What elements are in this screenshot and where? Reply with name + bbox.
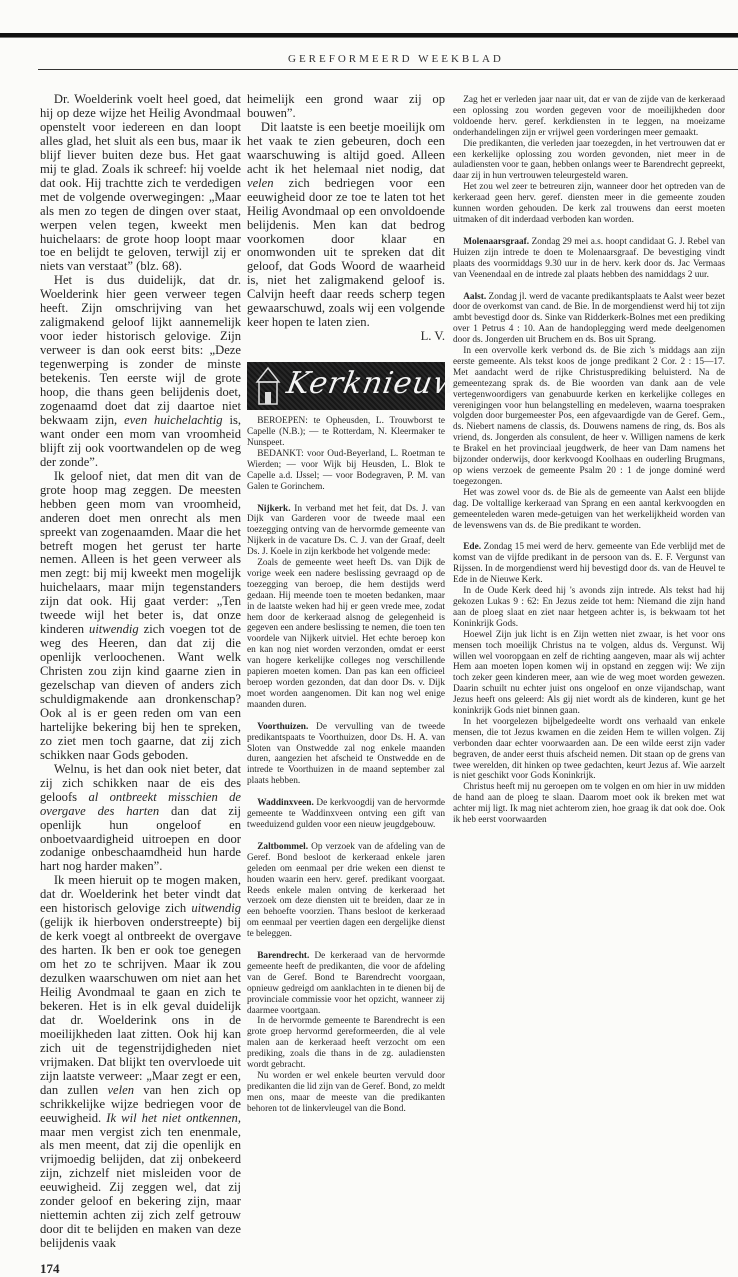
place-heading: Zaltbommel. [257, 841, 309, 852]
paragraph [40, 874, 241, 1251]
text-run: Op verzoek van de afdeling van de Geref. Bond besloot de kerkeraad enkele jaren geleden om eenmaal per drie weken een dienst te houden waarin een herv. geref. predikant voorgaat. Reeds enkele malen ontving de kerkeraad het verzoek om deze diensten uit te breiden, daar ze in een behoefte voorzien. Thans besloot de kerkeraad om eenmaal per veertien dagen een dergelijke dienst te beleggen. [247, 841, 445, 940]
church-tower-icon [251, 366, 285, 408]
paragraph [247, 449, 445, 493]
text-run: In de Oude Kerk deed hij 's avonds zijn intrede. Als tekst had hij gekozen Lukas 9 : 62: En Jezus zeide tot hem: Niemand die zijn hand aan de ploeg slaat en ziet naar hetgeen achter is, is bekwaam tot het Koninkrijk Gods. [453, 586, 725, 629]
paragraph [247, 121, 445, 330]
text-run: Dr. Woelderink voelt heel goed, dat hij op deze wijze het Heilig Avondmaal openstelt voor iedereen en dan loopt alles glad, het sluit als een bus, maar ik blijf liever buiten deze bus. Het gaat mij te glad. Zoals ik schreef: hij voelde dat ook. Hij trachtte zich te verdedigen met de volgende overwegingen: „Maar als men zo tegen de dingen over staat, werpen velen tegen, kweekt men huichelaars: de grote hoop loopt maar toe en belijdt te geloven, terwijl zij er niets van verstaat” (blz. 68). [40, 92, 241, 274]
text-run: Zondag jl. werd de vacante predikantsplaats te Aalst weer bezet door de overkomst van cand. de Bie. In de morgendienst werd hij tot zijn ambt bevestigd door ds. Sinke van Ridderkerk-Bolnes met een prediking over 1 Petrus 4 : 10. Aan de handoplegging werd mede deelgenomen door ds. Jongerden uit Bruchem en ds. Bos uit Sprang. [453, 291, 725, 346]
emphasis-text: even huichelachtig [124, 412, 223, 427]
paragraph [247, 798, 445, 831]
text-run: Het is dus duidelijk, dat dr. Woelderink hier geen verweer tegen heeft. Zijn omschrijving van het zaligmakend geloof lijkt aannemelijk voor ieder historisch gelovige. Zijn verweer is dan ook eerst bits: „Deze tegenwerping is zonder de minste betekenis. Ten eerste wijl de grote hoop, die thans geen belijdenis doet, zogenaamd doet dat zij daartoe niet bekwaam zijn, [40, 273, 241, 427]
emphasis-text: velen [107, 1082, 135, 1097]
paragraph [453, 542, 725, 586]
paragraph [453, 292, 725, 347]
paragraph [40, 470, 241, 763]
paragraph [247, 1016, 445, 1071]
text-run: BEROEPEN: te Opheusden, L. Trouwborst te Capelle (N.B.); — te Rotterdam, N. Kleermaker te Nunspeet. [247, 416, 445, 448]
emphasis-text: al ontbreekt misschien de overgave des harten [40, 789, 241, 818]
text-run: De kerkeraad van de hervormde gemeente heeft de predikanten, die voor de afdeling van de Geref. Bond te Barendrecht voorgaan, opnieuw gedreigd om aanklachten in te dienen bij de provinciale commissie voor het opzicht, wanneer zij daarmee voortgaan. [247, 951, 445, 1016]
paragraph [247, 842, 445, 940]
text-run: Het was zowel voor ds. de Bie als de gemeente van Aalst een blijde dag. De voltallige kerkeraad van Sprang en een aantal kerkvoogden en gemeenteleden waren mede-getuigen van het werkelijkheid worden van de levenswens van ds. de Bie predikant te worden. [453, 487, 725, 531]
text-run: L. V. [420, 329, 445, 344]
place-heading: Voorthuizen. [257, 721, 309, 732]
header-rule [38, 69, 738, 70]
column-2-church-news [247, 416, 445, 1114]
paragraph [247, 1071, 445, 1115]
kerknieuws-banner [247, 362, 480, 410]
emphasis-text: velen [247, 175, 274, 190]
paragraph [40, 763, 241, 875]
text-run: De vervulling van de tweede predikantspaats te Voorthuizen, door Ds. H. A. van Sloten van Onstwedde zal nog enkele maanden duren, aangezien het afscheid te Onstwedde en de intrede te Voorthuizen in de maand september zal plaats hebben. [247, 721, 445, 787]
place-heading: Molenaarsgraaf. [463, 236, 530, 247]
paragraph [247, 416, 445, 449]
paragraph [453, 782, 725, 826]
paragraph [247, 93, 445, 121]
text-run: Dit laatste is een beetje moeilijk om het vaak te zien gebeuren, doch een waarschuwing is altijd goed. Alleen acht ik het helemaal niet nodig, dat [247, 119, 445, 176]
paragraph [453, 95, 725, 139]
text-run: dan dat zij openlijk hun ongeloof en onboetvaardigheid uitroepen en door zodanige onbeschaamdheid hun harde hart nog harder maken”. [40, 803, 241, 874]
text-run: heimelijk een grond waar zij op bouwen”. [247, 92, 445, 120]
text-run: maar men vergist zich ten enenmale, als men meent, dat zij die openlijk en vrijmoedig belijden, dat zij onbekeerd zijn, zichzelf niet misleiden voor de eeuwigheid. Zij zeggen wel, dat zij zonder geloof en bekering zijn, maar niettemin achten zij zich zelf getrouw door dit te belijden en maken van deze belijdenis vaak [40, 1124, 241, 1251]
text-run: zich bedriegen voor een eeuwigheid door ze toe te laten tot het Heilig Avondmaal op een onvoldoende belijdenis. Men kan dat bedrog voorkomen door klaar en onomwonden uit te spreken dat dit geloof, dat Gods Woord de waarheid is, niet het zaligmakend geloof is. Calvijn heeft daar reeds scherp tegen gewaarschuwd, zoals wij een volgende keer hopen te laten zien. [247, 175, 445, 330]
place-heading: Waddinxveen. [257, 798, 314, 809]
text-run: Het zou wel zeer te betreuren zijn, wanneer door het optreden van de kerkeraad geen herv. geref. diensten meer in die gemeente zouden kunnen worden gehouden. De kerk zal trouwens dan eerst moeten uitmaken of dit inderdaad verboden kan worden. [453, 182, 725, 225]
page-number: 174 [40, 1261, 60, 1277]
paragraph [247, 722, 445, 787]
paragraph [453, 630, 725, 717]
text-run: Nu worden er wel enkele beurten vervuld door predikanten die lid zijn van de Geref. Bond, zo meldt men ons, maar de meeste van die predikanten behoren tot de linkervleugel van die Bond. [247, 1071, 446, 1114]
text-run: Hoewel Zijn juk licht is en Zijn wetten niet zwaar, is het voor ons mensen toch moeilijk Christus na te volgen, aldus ds. Vergunst. Wij willen wel vooropgaan en zelf de richting aangeven, maar als wij achter Hem aan moeten lopen komen wij in opstand en zeggen wij: We zijn toch zeker geen kinderen meer, aan wie de weg moet worden gewezen. Daarin schuilt nu echter juist ons ongeloof en onze vijandschap, want Jezus heeft ons geleerd: Als gij niet wordt als de kinderen, kunt ge het koninkrijk Gods niet binnen gaan. [453, 629, 725, 717]
paragraph [247, 504, 445, 559]
column-3 [453, 95, 725, 826]
text-run: BEDANKT: voor Oud-Beyerland, L. Roetman te Wierden; — voor Wijk bij Heusden, L. Blok te Capelle a.d. IJssel; — voor Bodegraven, P. M. van Galen te Gorinchem. [247, 448, 445, 492]
text-run: van hen zich op schrikkelijke wijze bedriegen voor de eeuwigheid. [40, 1082, 241, 1125]
masthead: GEREFORMEERD WEEKBLAD [288, 53, 504, 65]
text-run: Zondag 29 mei a.s. hoopt candidaat G. J. Rebel van Huizen zijn intrede te doen te Molenaarsgraaf. De bevestiging vindt plaats des voormiddags 9.30 uur in de herv. kerk door ds. Jac Vermaas van Veenendaal en de intrede zal plaats hebben des namiddags 2 uur. [453, 236, 725, 280]
paragraph [40, 93, 241, 274]
paragraph [247, 558, 445, 711]
paragraph [453, 237, 725, 281]
place-heading: Barendrecht. [257, 951, 310, 962]
paragraph [453, 182, 725, 226]
author-signature [247, 330, 445, 344]
text-run: Ik geloof niet, dat men dit van de grote hoop mag zeggen. De meesten hebben geen mom van vroomheid, anderen doet men onrecht als men spreekt van zogenaamden. Maar die het betreft mogen het gerust ter harte nemen. Alleen is het geen verweer als men zegt: bij mij kweekt men mogelijk huichelaars, maar mijn tegenstanders zijn dat ook. Hij gaat verder: „Ten tweede wijl het beter is, dat onze kinderen [40, 468, 241, 637]
paragraph [40, 274, 241, 469]
text-run: In verband met het feit, dat Ds. J. van Dijk van Garderen voor de tweede maal een toezegging ontving van de hervormde gemeente van Nijkerk in de vacature Ds. C. J. van der Graaf, deelt Ds. J. Koele in zijn kerkbode het volgende mede: [247, 503, 445, 558]
column-3-church-news [453, 95, 725, 826]
emphasis-text: Ik wil het niet ontkennen, [106, 1110, 241, 1125]
text-run: (gelijk ik hierboven onderstreepte) bij de kerk voegt al ontbreekt de overgave des harten. Ik ben er ook toe genegen om het zo te schrijven. Maar ik zou dezulken waarschuwen om niet aan het Heilig Avondmaal te gaan en zich te bekeren. Het is in elk geval duidelijk dat dr. Woelderink ons in de moeilijkheden laat zitten. Ook hij kan zich uit de tegenstrijdigheden niet vrijmaken. Dat blijkt ten overvloede uit zijn laatste verweer: „Maar zegt er een, dan zullen [40, 915, 241, 1097]
emphasis-text: uitwendig [89, 622, 139, 637]
paragraph [453, 139, 725, 183]
paragraph [247, 951, 445, 1016]
place-heading: Nijkerk. [257, 503, 291, 514]
text-run: In het voorgelezen bijbelgedeelte wordt ons verhaald van enkele mensen, die tot Jezus kwamen en die zeiden Hem te willen volgen. Zij verbonden daar echter voorwaarden aan. De een wilde eerst zijn vader begraven, de ander eerst thuis afscheid nemen. Dit staan op de grens van twee werelden, dit hinken op twee gedachten, keurt Jezus af. Wie aarzelt is niet geschikt voor Gods Koninkrijk. [453, 716, 725, 782]
text-run: Die predikanten, die verleden jaar toezegden, in het vertrouwen dat er een kerkelijke oplossing zou worden gevonden, niet meer in de auladiensten voor te gaan, hebben onlangs weer te Barendrecht gepreekt, daar zij in hun vertrouwen teleurgesteld waren. [453, 138, 725, 182]
text-run: In de hervormde gemeente te Barendrecht is een grote groep hervormd gereformeerden, die al vele malen aan de kerkeraad heeft verzocht om een prediking, zoals die thans in de zg. auladiensten wordt gebracht. [247, 1016, 445, 1071]
text-run: zich voegen tot de weg des Heeren, dan dat zij die openlijk verloochenen. Want welk Christen zou zijn kind gaarne zien in gezelschap van dieven of anders zich schuldigmakende aan dronkenschap? Ook al is er geen reden om van een hartelijke bekering bij hen te spreken, zo ziet men toch gaarne, dat zij zich schikken naar Gods geboden. [40, 622, 241, 762]
text-run: is, want onder een mom van vroomheid blijft zij ook voortwandelen op de weg der zonde”. [40, 412, 241, 469]
place-heading: Aalst. [463, 291, 487, 302]
column-2-article-end [247, 93, 445, 344]
paragraph [453, 346, 725, 488]
text-run: In een overvolle kerk verbond ds. de Bie zich 's middags aan zijn eerste gemeente. Als tekst koos de jonge predikant 2 Cor. 2 : 15—17. Met aandacht werd de rijke Christusprediking beluisterd. Na de gemeentezang sprak ds. de Bie woorden van dank aan de vele vertegenwoordigers van genabuurde kerken en kerkelijke colleges en verenigingen voor hun belangstelling en medeleven, waarna toespraken volgden door burgemeester Pos, een afgevaardigde van de Geref. Gem., ds. Niebert namens de classis, ds. Douwens namens de ring, ds. Bos als vriend, ds. Jongerden als consulent, de heer v. Willigen namens de kerk te Brakel en het provinciaal jeugdwerk, de heer van Dam namens het bijzonder onderwijs, door kerkvoogd Koolhaas en ouderling Brugmans, op wiens verzoek de gemeente Psalm 20 : 1 de jonge dominé werd toegezongen. [453, 346, 725, 487]
text-run: De kerkvoogdij van de hervormde gemeente te Waddinxveen ontving een gift van tweeduizend gulden voor een nieuw jeugdgebouw. [247, 798, 445, 830]
text-run: Christus heeft mij nu geroepen om te volgen en om hier in uw midden de hand aan de ploeg te slaan. Daarom moet ook ik breken met wat achter mij ligt. Ik mag niet achterom zien, hoe graag ik dat ook doe. Ook ik heb eerst voorwaarden [453, 782, 725, 826]
text-run: Ik meen hieruit op te mogen maken, dat dr. Woelderink het beter vindt dat een historisch gelovige zich [40, 873, 241, 916]
text-run: Zag het er verleden jaar naar uit, dat er van de zijde van de kerkeraad een oplossing zou worden gegeven voor de moeilijkheden door voldoende herv. geref. kerkdiensten in te leggen, na moeizame onderhandelingen zijn er vrijwel geen vorderingen meer gemaakt. [453, 95, 725, 138]
banner-title: Kerknieuws [283, 366, 480, 402]
top-rule-thin [0, 37, 738, 38]
paragraph [453, 717, 725, 782]
text-run: Welnu, is het dan ook niet beter, dat zij zich schikken naar de eis des geloofs [40, 761, 241, 804]
text-run: Zondag 15 mei werd de herv. gemeente van Ede verblijd met de komst van de vijfde predikant in de persoon van ds. E. F. Vergunst van Rijssen. In de morgendienst werd hij bevestigd door ds. van de Heuvel te Ede in de Nieuwe Kerk. [453, 542, 725, 586]
paragraph [453, 488, 725, 532]
column-1 [40, 93, 241, 1277]
column-1-article [40, 93, 241, 1251]
paragraph [453, 586, 725, 630]
emphasis-text: uitwendig [191, 901, 241, 916]
text-run: Zoals de gemeente weet heeft Ds. van Dijk de vorige week een nadere beslissing gevraagd op de toezegging van beroep, die hem destijds werd gedaan. Hij meende toen te moeten bedanken, maar in de laatste weken had hij er geen vrede mee, zodat hem door de kerkeraad alsnog de gelegenheid is gegeven een andere beslissing te nemen, die toen ten voordele van Nijkerk uitviel. Het echte beroep kon en kan nog niet worden verzonden, omdat er eerst van hogere kerkelijke colleges nog verschillende papieren moeten komen. Dan pas kan een officieel beroep worden gezonden, dat dan door Ds. v. Dijk moet worden aangenomen. Dit kan nog wel enige maanden duren. [247, 558, 445, 710]
place-heading: Ede. [463, 542, 482, 553]
